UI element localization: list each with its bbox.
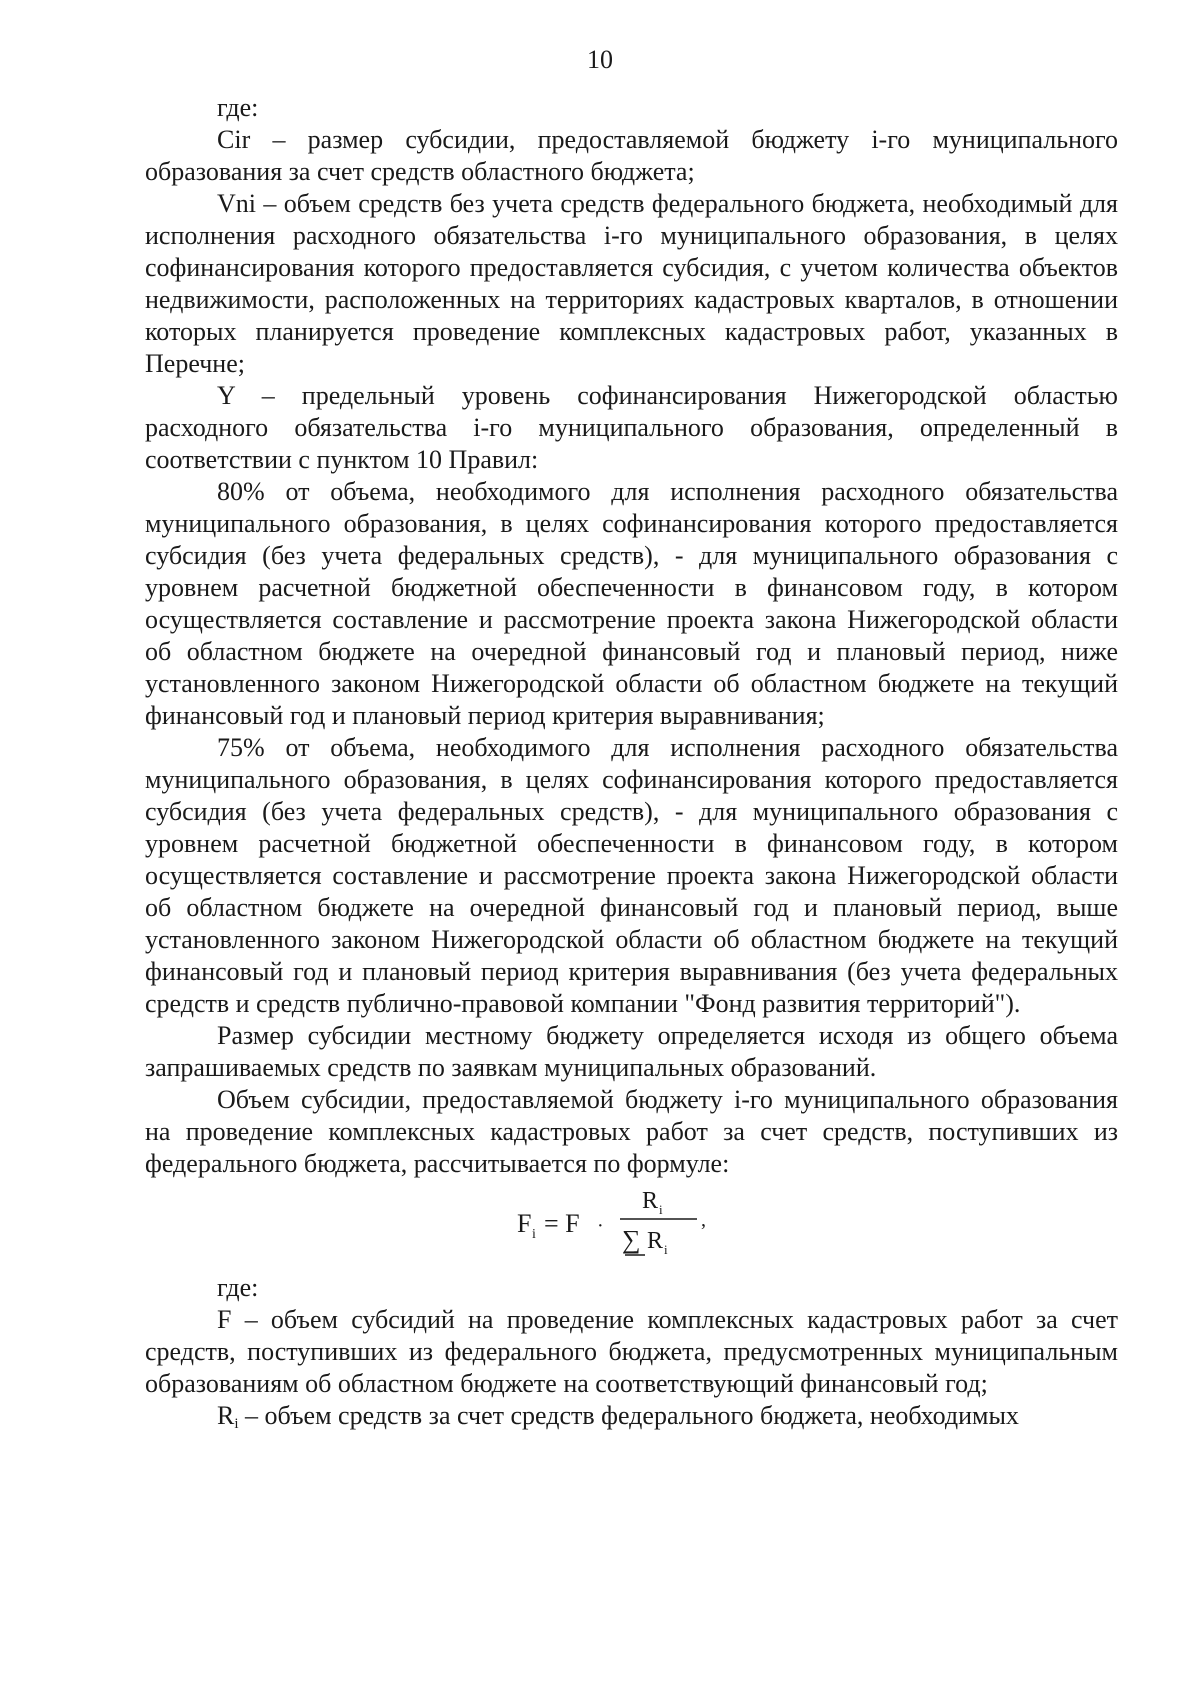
formula-equals-f: = F [544,1209,580,1238]
formula-denominator-sub: i [664,1242,668,1257]
formula-numerator: R [642,1188,659,1214]
ri-symbol: R [217,1401,235,1430]
ri-symbol-sub: i [234,1416,239,1432]
paragraph-f-definition: F – объем субсидий на проведение комплексных кадастровых работ за счет средств, поступивших из федерального бюджета, предусмотренных муниципальным образованиям об областном бюджете на соответствующий финансовый год; [145,1305,1118,1398]
page-number: 10 [587,45,613,74]
document-body [145,92,1118,1440]
formula-denominator: R [647,1228,664,1254]
formula-sum-sign: ∑ [622,1225,641,1254]
formula-lhs-sub: i [532,1227,536,1242]
paragraph-where-2: где: [217,1273,259,1302]
formula-dot: · [597,1215,604,1237]
formula-numerator-sub: i [659,1202,663,1217]
paragraph-80-percent: 80% от объема, необходимого для исполнения расходного обязательства муниципального образования, в целях софинансирования которого предоставляется субсидия (без учета федеральных средств), - для муниципального образования с уровнем расчетной бюджетной обеспеченности в финансовом году, в котором осуществляется составление и рассмотрение проекта закона Нижегородской области об областном бюджете на очередной финансовый год и плановый период, ниже установленного законом Нижегородской области об областном бюджете на текущий финансовый год и плановый период критерия выравнивания; [145,477,1118,730]
subsidy-formula [145,1186,1118,1268]
paragraph-subsidy-formula-intro: Объем субсидии, предоставляемой бюджету i-го муниципального образования на проведение комплексных кадастровых работ за счет средств, поступивших из федерального бюджета, рассчитывается по формуле: [145,1085,1118,1178]
paragraph-y-definition: Y – предельный уровень софинансирования Нижегородской областью расходного обязательства i-го муниципального образования, определенный в соответствии с пунктом 10 Правил: [145,381,1118,474]
paragraph-ri-definition [145,1400,1118,1440]
paragraph-where-1: где: [217,93,259,122]
paragraph-subsidy-size: Размер субсидии местному бюджету определяется исходя из общего объема запрашиваемых средств по заявкам муниципальных образований. [145,1021,1118,1082]
paragraph-vni-definition: Vni – объем средств без учета средств федерального бюджета, необходимый для исполнения расходного обязательства i-го муниципального образования, в целях софинансирования которого предоставляется субсидия, с учетом количества объектов недвижимости, расположенных на территориях кадастровых кварталов, в отношении которых планируется проведение комплексных кадастровых работ, указанных в Перечне; [145,189,1118,378]
ri-definition-text: – объем средств за счет средств федерального бюджета, необходимых [238,1401,1019,1430]
formula-comma: , [701,1209,706,1231]
formula-lhs: F [517,1209,532,1238]
paragraph-cir-definition: Cir – размер субсидии, предоставляемой бюджету i-го муниципального образования за счет средств областного бюджета; [145,125,1118,186]
paragraph-75-percent: 75% от объема, необходимого для исполнения расходного обязательства муниципального образования, в целях софинансирования которого предоставляется субсидия (без учета федеральных средств), - для муниципального образования с уровнем расчетной бюджетной обеспеченности в финансовом году, в котором осуществляется составление и рассмотрение проекта закона Нижегородской области об областном бюджете на очередной финансовый год и плановый период, выше установленного законом Нижегородской области об областном бюджете на текущий финансовый год и плановый период критерия выравнивания (без учета федеральных средств и средств публично-правовой компании "Фонд развития территорий"). [145,733,1118,1018]
